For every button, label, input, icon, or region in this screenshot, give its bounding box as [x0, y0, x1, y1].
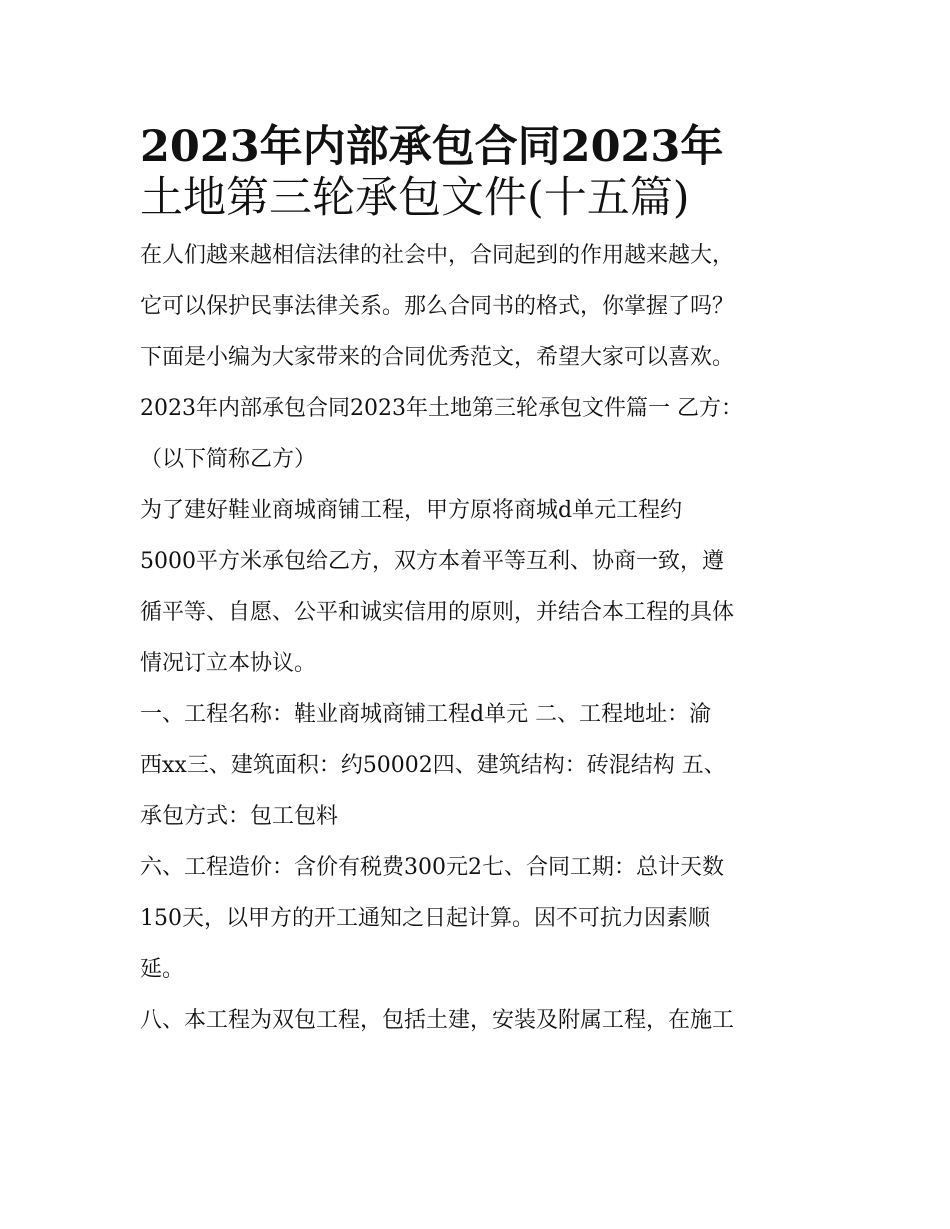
body-line-6: 为了建好鞋业商城商铺工程，甲方原将商城d单元工程约: [140, 498, 683, 523]
body-line-8: 循平等、自愿、公平和诚实信用的原则，并结合本工程的具体: [140, 600, 735, 625]
body-line-13: 六、工程造价：含价有税费300元2七、合同工期：总计天数: [140, 855, 724, 880]
body-line-2: 它可以保护民事法律关系。那么合同书的格式，你掌握了吗？: [140, 294, 735, 319]
body-line-10: 一、工程名称：鞋业商城商铺工程d单元 二、工程地址：渝: [140, 702, 712, 727]
body-line-7: 5000平方米承包给乙方，双方本着平等互利、协商一致，遵: [140, 549, 724, 574]
body-line-14: 150天，以甲方的开工通知之日起计算。因不可抗力因素顺: [140, 906, 710, 931]
body-line-9: 情况订立本协议。: [140, 651, 317, 676]
document-page: [140, 113, 820, 1046]
body-line-3: 下面是小编为大家带来的合同优秀范文，希望大家可以喜欢。: [140, 345, 735, 370]
body-text: [140, 230, 820, 1046]
body-line-5: （以下简称乙方）: [140, 447, 317, 472]
body-line-15: 延。: [140, 957, 185, 982]
body-line-11: 西xx三、建筑面积：约50002四、建筑结构：砖混结构 五、: [140, 753, 726, 778]
body-line-16: 八、本工程为双包工程，包括土建，安装及附属工程，在施工: [140, 1008, 735, 1033]
body-line-12: 承包方式：包工包料: [140, 804, 339, 829]
title-line-2: 土地第三轮承包文件(十五篇): [140, 173, 690, 223]
document-title: [140, 113, 820, 223]
title-line-1: 2023年内部承包合同2023年: [140, 122, 724, 172]
body-line-4: 2023年内部承包合同2023年土地第三轮承包文件篇一 乙方：: [140, 396, 743, 421]
body-line-1: 在人们越来越相信法律的社会中，合同起到的作用越来越大，: [140, 243, 735, 268]
